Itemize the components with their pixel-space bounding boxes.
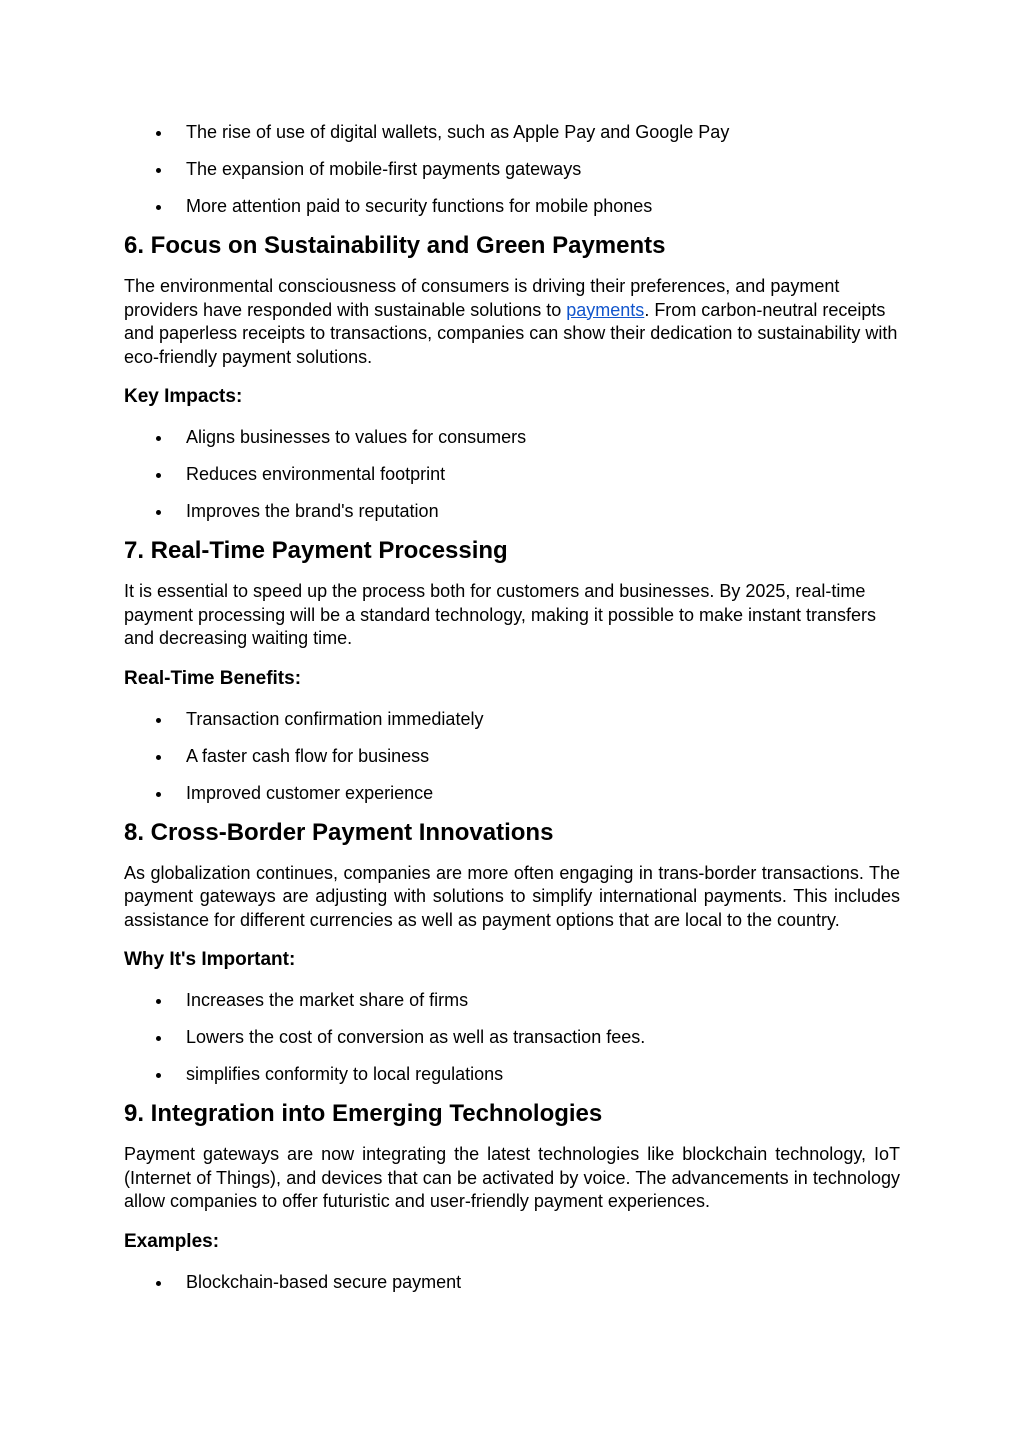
list-item xyxy=(124,1062,900,1087)
list-item xyxy=(124,744,900,769)
list-item-text: A faster cash flow for business xyxy=(186,745,430,766)
section-8-heading: 8. Cross-Border Payment Innovations xyxy=(124,818,554,846)
section-6-subheading: Key Impacts: xyxy=(124,386,243,407)
list-item-text: Transaction confirmation immediately xyxy=(186,708,484,729)
section-6-heading: 6. Focus on Sustainability and Green Payments xyxy=(124,232,666,259)
list-item-text: The expansion of mobile-first payments gateways xyxy=(186,159,582,179)
list-item-text: Reduces environmental footprint xyxy=(186,464,446,484)
list-item-text: Improves the brand's reputation xyxy=(186,501,439,521)
bullet-dot-icon xyxy=(156,999,161,1004)
bullet-dot-icon xyxy=(156,1281,161,1286)
section-6-paragraph xyxy=(124,275,900,369)
section-7-list xyxy=(124,707,900,806)
section-9-heading: 9. Integration into Emerging Technologies xyxy=(124,1100,603,1127)
bullet-dot-icon xyxy=(156,436,161,441)
list-item-text: Aligns businesses to values for consumers xyxy=(186,427,527,447)
list-item xyxy=(124,120,900,145)
list-item xyxy=(124,425,900,450)
section-8-list xyxy=(124,988,900,1087)
section-7-subheading: Real-Time Benefits: xyxy=(124,667,302,689)
section-6-text-before-link: The environmental consciousness of consumers is driving their preferences, and payment providers have responded with sustainable solutions to xyxy=(124,276,840,320)
bullet-dot-icon xyxy=(156,205,161,210)
section-9-list xyxy=(124,1270,900,1295)
bullet-dot-icon xyxy=(156,1036,161,1041)
list-item xyxy=(124,1270,900,1295)
list-item-text: Blockchain-based secure payment xyxy=(186,1271,462,1292)
section-7-paragraph: It is essential to speed up the process both for customers and businesses. By 2025, real-time payment processing will be a standard technology, making it possible to make instant transfers and decreasing waiting time. xyxy=(124,581,877,648)
list-item-text: Lowers the cost of conversion as well as transaction fees. xyxy=(186,1027,646,1047)
list-item xyxy=(124,988,900,1013)
list-item xyxy=(124,1025,900,1050)
list-item-text: simplifies conformity to local regulations xyxy=(186,1064,504,1084)
bullet-dot-icon xyxy=(156,510,161,515)
section-6-text-after-link: . From carbon-neutral receipts and paperless receipts to transactions, companies can show their dedication to sustainability with eco-friendly payment solutions. xyxy=(124,299,898,367)
payments-link[interactable]: payments xyxy=(566,299,645,320)
section-8-subheading: Why It's Important: xyxy=(124,949,296,970)
bullet-dot-icon xyxy=(156,473,161,478)
bullet-dot-icon xyxy=(156,718,161,723)
list-item-text: Increases the market share of firms xyxy=(186,990,469,1010)
list-item-text: More attention paid to security functions for mobile phones xyxy=(186,196,653,216)
list-item xyxy=(124,157,900,182)
intro-list xyxy=(124,120,900,219)
list-item-text: Improved customer experience xyxy=(186,782,434,803)
bullet-dot-icon xyxy=(156,131,161,136)
section-6-list xyxy=(124,425,900,524)
list-item xyxy=(124,707,900,732)
bullet-dot-icon xyxy=(156,168,161,173)
list-item xyxy=(124,462,900,487)
document-page xyxy=(124,120,900,1307)
list-item xyxy=(124,781,900,806)
bullet-dot-icon xyxy=(156,1073,161,1078)
list-item xyxy=(124,194,900,219)
bullet-dot-icon xyxy=(156,755,161,760)
list-item xyxy=(124,499,900,524)
section-8-paragraph: As globalization continues, companies are more often engaging in trans-border transactions. The payment gateways are adjusting with solutions to simplify international payments. This includes assistance for different currencies as well as payment options that are local to the country. xyxy=(124,862,900,930)
section-7-heading: 7. Real-Time Payment Processing xyxy=(124,537,508,564)
list-item-text: The rise of use of digital wallets, such as Apple Pay and Google Pay xyxy=(186,122,730,142)
section-9-paragraph: Payment gateways are now integrating the latest technologies like blockchain technology, IoT (Internet of Things), and devices that can be activated by voice. The advancements in technology allow companies to offer futuristic and user-friendly payment experiences. xyxy=(124,1144,900,1211)
section-9-subheading: Examples: xyxy=(124,1230,220,1252)
bullet-dot-icon xyxy=(156,792,161,797)
